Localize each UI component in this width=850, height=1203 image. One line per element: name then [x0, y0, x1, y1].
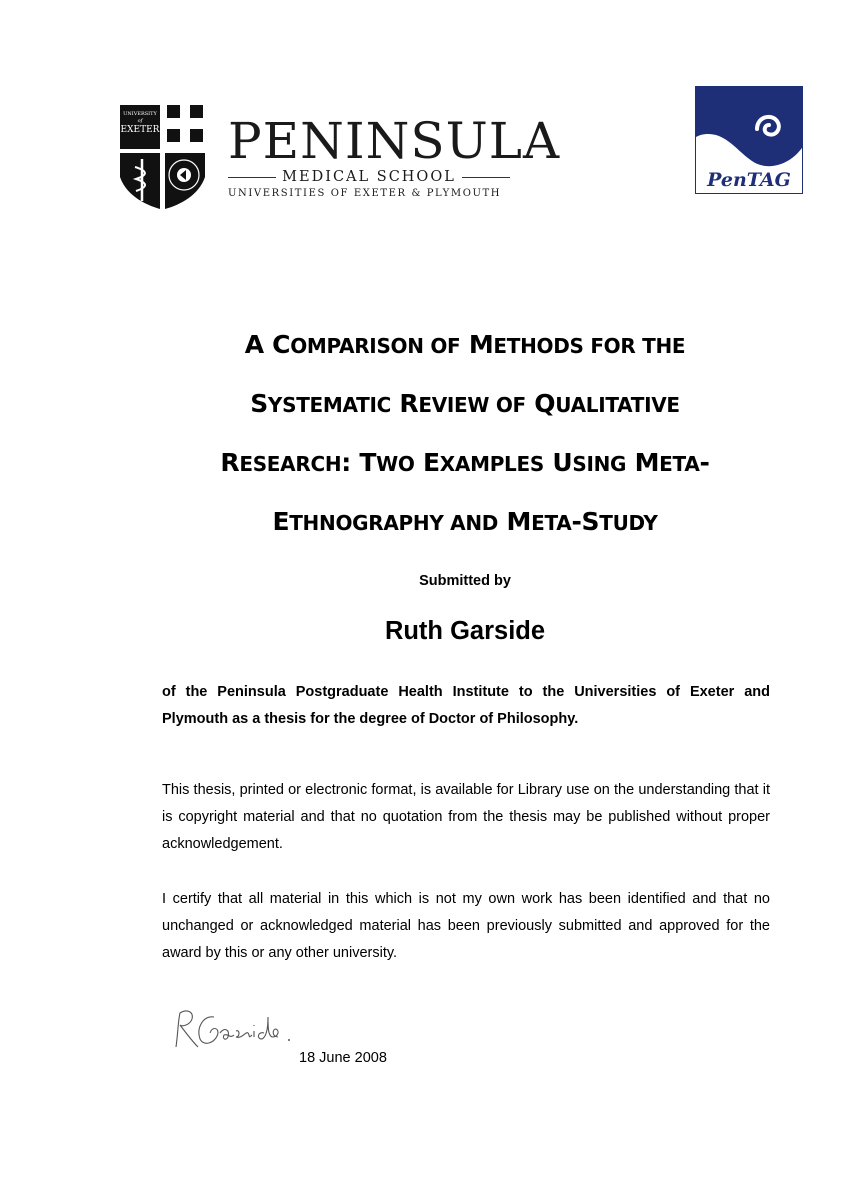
- medical-school-row: [228, 169, 510, 185]
- peninsula-name: PENINSULA: [228, 112, 561, 170]
- title-line: A COMPARISON OF METHODS FOR THE: [244, 330, 686, 359]
- divider: [462, 177, 510, 178]
- svg-text:of: of: [137, 118, 143, 124]
- title-line: SYSTEMATIC REVIEW OF QUALITATIVE: [250, 389, 680, 418]
- pentag-label: PenTAG: [707, 169, 791, 191]
- title-line: RESEARCH: TWO EXAMPLES USING META-: [220, 448, 710, 477]
- svg-text:UNIVERSITY: UNIVERSITY: [123, 111, 157, 117]
- submission-date: 18 June 2008: [299, 1050, 387, 1066]
- universities-label: UNIVERSITIES OF EXETER & PLYMOUTH: [228, 188, 502, 199]
- medical-school-label: MEDICAL SCHOOL: [282, 169, 456, 185]
- title-line: ETHNOGRAPHY AND META-STUDY: [272, 507, 658, 536]
- submitted-by-label: Submitted by: [419, 573, 511, 589]
- author-name: Ruth Garside: [384, 617, 546, 645]
- copyright-statement: This thesis, printed or electronic format, is available for Library use on the understanding that it is copyright material and that no quotation from the thesis may be published without proper acknowledgement.: [162, 782, 770, 852]
- handwritten-signature: [168, 1003, 298, 1058]
- thesis-title: [110, 316, 820, 552]
- peninsula-wordmark: [228, 112, 561, 199]
- certification-statement: I certify that all material in this which is not my own work has been identified and that no unchanged or acknowledged material has been previously submitted and approved for the award by this or any other university.: [162, 891, 770, 961]
- svg-text:EXETER: EXETER: [120, 125, 160, 135]
- shield-icon: [120, 105, 208, 211]
- pentag-logo: [695, 86, 803, 194]
- divider: [228, 177, 276, 178]
- institution-statement: of the Peninsula Postgraduate Health Institute to the Universities of Exeter and Plymouth as a thesis for the degree of Doctor of Philosophy.: [162, 684, 770, 727]
- peninsula-medical-school-logo: [120, 105, 561, 215]
